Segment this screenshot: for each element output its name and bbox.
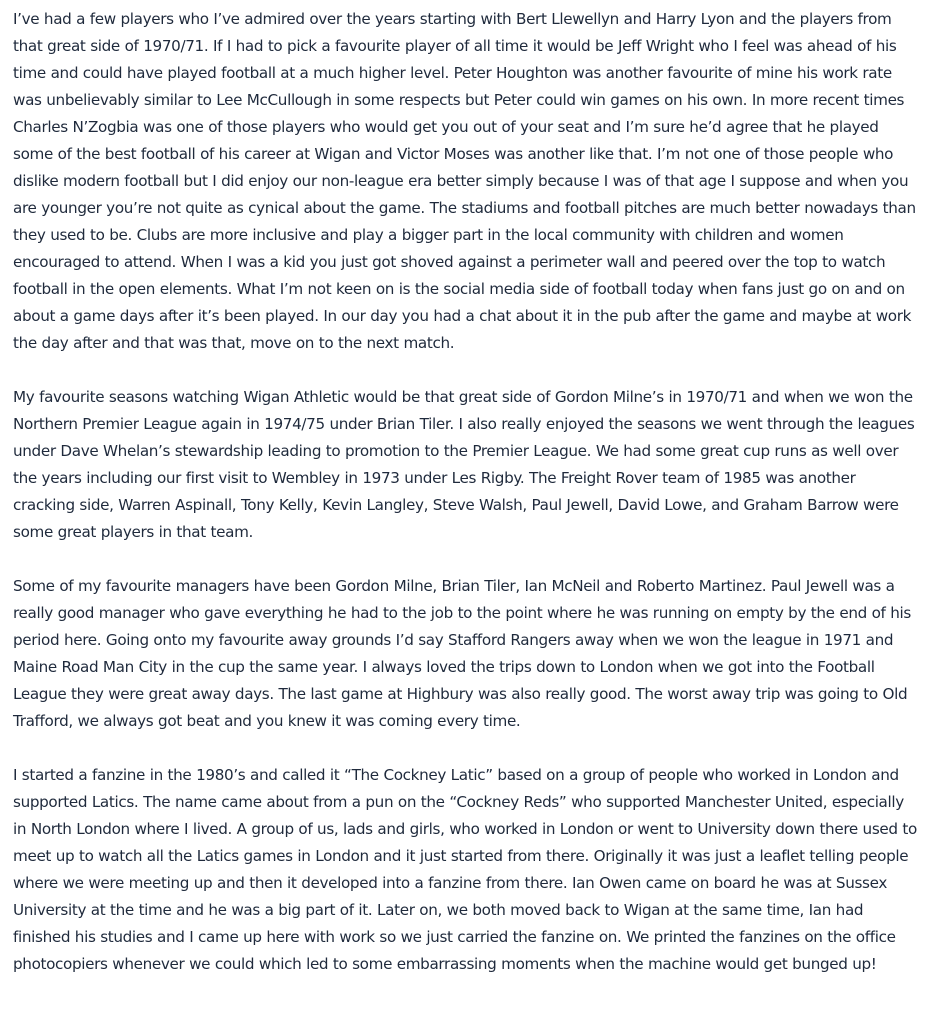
paragraph-favourite-players: I’ve had a few players who I’ve admired over the years starting with Bert Llewellyn and Harry Lyon and the players from that great side of 1970/71. If I had to pick a favourite player of all time it would be Jeff Wright who I feel was ahead of his time and could have played football at a much higher level. Peter Houghton was another favourite of mine his work rate was unbelievably similar to Lee McCullough in some respects but Peter could win games on his own. In more recent times Charles N’Zogbia was one of those players who would get you out of your seat and I’m sure he’d agree that he played some of the best football of his career at Wigan and Victor Moses was another like that. I’m not one of those people who dislike modern football but I did enjoy our non-league era better simply because I was of that age I suppose and when you are younger you’re not quite as cynical about the game. The stadiums and football pitches are much better nowadays than they used to be. Clubs are more inclusive and play a bigger part in the local community with children and women encouraged to attend. When I was a kid you just got shoved against a perimeter wall and peered over the top to watch football in the open elements. What I’m not keen on is the social media side of football today when fans just go on and on about a game days after it’s been played. In our day you had a chat about it in the pub after the game and maybe at work the day after and that was that, move on to the next match.	[13, 10, 916, 352]
paragraph-favourite-seasons: My favourite seasons watching Wigan Athletic would be that great side of Gordon Milne’s in 1970/71 and when we won the Northern Premier League again in 1974/75 under Brian Tiler. I also really enjoyed the seasons we went through the leagues under Dave Whelan’s stewardship leading to promotion to the Premier League. We had some great cup runs as well over the years including our first visit to Wembley in 1973 under Les Rigby. The Freight Rover team of 1985 was another cracking side, Warren Aspinall, Tony Kelly, Kevin Langley, Steve Walsh, Paul Jewell, David Lowe, and Graham Barrow were some great players in that team.	[13, 388, 915, 541]
paragraph-fanzine: I started a fanzine in the 1980’s and called it “The Cockney Latic” based on a group of people who worked in London and supported Latics. The name came about from a pun on the “Cockney Reds” who supported Manchester United, especially in North London where I lived. A group of us, lads and girls, who worked in London or went to University down there used to meet up to watch all the Latics games in London and it just started from there. Originally it was just a leaflet telling people where we were meeting up and then it developed into a fanzine from there. Ian Owen came on board he was at Sussex University at the time and he was a big part of it. Later on, we both moved back to Wigan at the same time, Ian had finished his studies and I came up here with work so we just carried the fanzine on. We printed the fanzines on the office photocopiers whenever we could which led to some embarrassing moments when the machine would get bunged up!	[13, 766, 917, 973]
paragraph-managers-and-grounds: Some of my favourite managers have been Gordon Milne, Brian Tiler, Ian McNeil and Roberto Martinez. Paul Jewell was a really good manager who gave everything he had to the job to the point where he was running on empty by the end of his period here. Going onto my favourite away grounds I’d say Stafford Rangers away when we won the league in 1971 and Maine Road Man City in the cup the same year. I always loved the trips down to London when we got into the Football League they were great away days. The last game at Highbury was also really good. The worst away trip was going to Old Trafford, we always got beat and you knew it was coming every time.	[13, 577, 911, 730]
